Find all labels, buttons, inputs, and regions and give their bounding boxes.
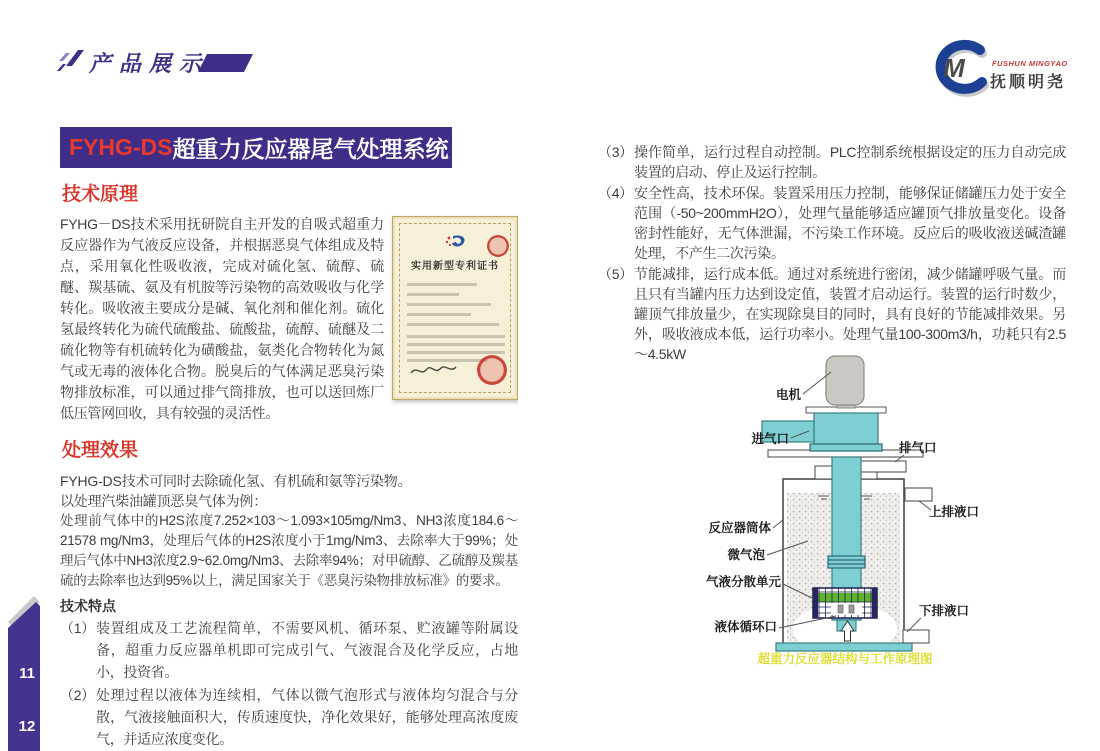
product-showcase-logo [55,44,255,80]
tank-base [776,643,912,651]
feature-item-2 [60,684,518,750]
label-upper-drain: 上排液口 [929,505,980,519]
feature-text: 安全性高，技术环保。装置采用压力控制，能够保证储罐压力处于安全范围（-50~200mmH2O），处理气量能够适应罐顶气排放量变化。设备密封性能好，无气体泄漏，不污染工作环境。反应后的吸收液送碱渣罐处理，不产生二次污染。 [634,185,1066,261]
logo-bar-icon [198,54,253,72]
feature-num: （4） [598,185,633,201]
dispersion-unit [813,588,877,618]
product-model: FYHG-DS [69,134,173,160]
effect-line-2: 以处理汽柴油罐顶恶臭气体为例： [60,493,267,509]
company-name-zh: 抚顺明尧 [990,74,1067,91]
feature-item-3 [598,142,1066,182]
company-logo [916,36,1091,104]
feature-text: 操作简单，运行过程自动控制。PLC控制系统根据设定的压力自动完成装置的启动、停止及运行控制。 [634,144,1066,180]
feature-num: （5） [598,266,633,282]
certificate-logo-icon [443,233,469,251]
company-name-en: FUSHUN MINGYAO [992,59,1068,68]
feature-num: （2） [60,687,95,703]
principle-heading: 技术原理 [62,184,139,205]
label-outlet: 排气口 [899,441,937,455]
features-heading: 技术特点 [60,598,116,614]
lower-drain-pipe [903,630,929,643]
effect-heading: 处理效果 [62,440,139,461]
feature-text: 节能减排，运行成本低。通过对系统进行密闭，减少储罐呼吸气量。而且只有当罐内压力达到设定值，装置才启动运行。装置的运行时数少，罐顶气排放量少，在实现除臭目的同时，具有良好的节能减排效果。另外，吸收液成本低，运行功率小。处理气量100-300m3/h，功耗只有2.5～4.5kW [634,266,1066,362]
logo-chip-icon [57,64,66,71]
feature-num: （3） [598,144,633,160]
page-title: 超重力反应器尾气处理系统 [172,136,449,162]
feature-item-1 [60,617,518,683]
patent-certificate-image [392,216,518,400]
effect-line-1: FYHG-DS技术可同时去除硫化氢、有机硫和氨等污染物。 [60,473,412,489]
logo-m-icon: M [943,53,965,83]
effect-body: 处理前气体中的H2S浓度7.252×103～1.093×105mg/Nm3、NH3浓度184.6～21578 mg/Nm3，处理后气体的H2S浓度小于1mg/Nm3、去除率大于99%；处理后气体中NH3浓度2.9~62.0mg/Nm3、去除率94%；对甲硫醇、乙硫醇及羰基硫的去除率也达到95%以上，满足国家关于《恶臭污染物排放标准》的要求。 [60,513,518,588]
principle-body: FYHG－DS技术采用抚研院自主开发的自吸式超重力反应器作为气液反应设备，并根据恶臭气体组成及特点，采用氧化性吸收液，完成对硫化氢、硫醇、硫醚、羰基硫、氨及有机胺等污染物的高效吸收与化学转化。吸收液主要成分是碱、氧化剂和催化剂。硫化氢最终转化为硫代硫酸盐、硫酸盐，硫醇、硫醚及二硫化物等有机硫转化为磺酸盐，氨类化合物转化为氮气或无毒的液体化合物。脱臭后的气体满足恶臭污染物排放标准，可以通过排气筒排放，也可以送回炼厂低压管网回收，具有较强的灵活性。 [60,216,384,421]
label-motor: 电机 [775,388,801,402]
label-disperser: 气液分散单元 [705,575,781,589]
shaft-coupling [828,556,865,568]
label-circulation: 液体循环口 [714,620,777,634]
housing-flange [810,444,882,451]
certificate-seal-icon [477,355,507,385]
motor [826,356,864,408]
page-number-strip [0,588,48,751]
page-number: 12 [18,718,36,735]
label-shell: 反应器筒体 [708,521,771,535]
label-lower-drain: 下排液口 [919,604,970,618]
right-column [598,141,1066,365]
page-number: 11 [19,665,35,682]
certificate-signature-icon [407,361,459,381]
feature-item-4 [598,183,1066,263]
diagram-caption: 超重力反应器结构与工作原理图 [757,652,933,666]
certificate-title: 实用新型专利证书 [411,261,499,272]
housing [814,413,878,444]
reactor-diagram [698,348,1072,674]
certificate-seal-icon [487,235,509,257]
left-column [60,127,518,750]
feature-num: （1） [60,620,95,636]
outlet-pipe [860,461,906,472]
feature-text: 处理过程以液体为连续相，气体以微气泡形式与液体均匀混合与分散，气液接触面积大，传质速度快，净化效果好，能够处理高浓度废气，并适应浓度变化。 [96,687,518,747]
product-showcase-text-1: 产品展示 [89,51,201,76]
label-bubbles: 微气泡 [727,548,765,562]
feature-text: 装置组成及工艺流程简单，不需要风机、循环泵、贮液罐等附属设备，超重力反应器单机即可完成引气、气液混合及化学反应，占地小，投资省。 [96,620,518,680]
logo-chip-icon [66,50,84,66]
title-banner [60,127,452,168]
upper-drain-pipe [905,488,932,501]
effect-section [60,471,518,591]
principle-section [60,214,518,424]
label-inlet: 进气口 [751,432,789,446]
logo-chip-icon [59,53,70,61]
